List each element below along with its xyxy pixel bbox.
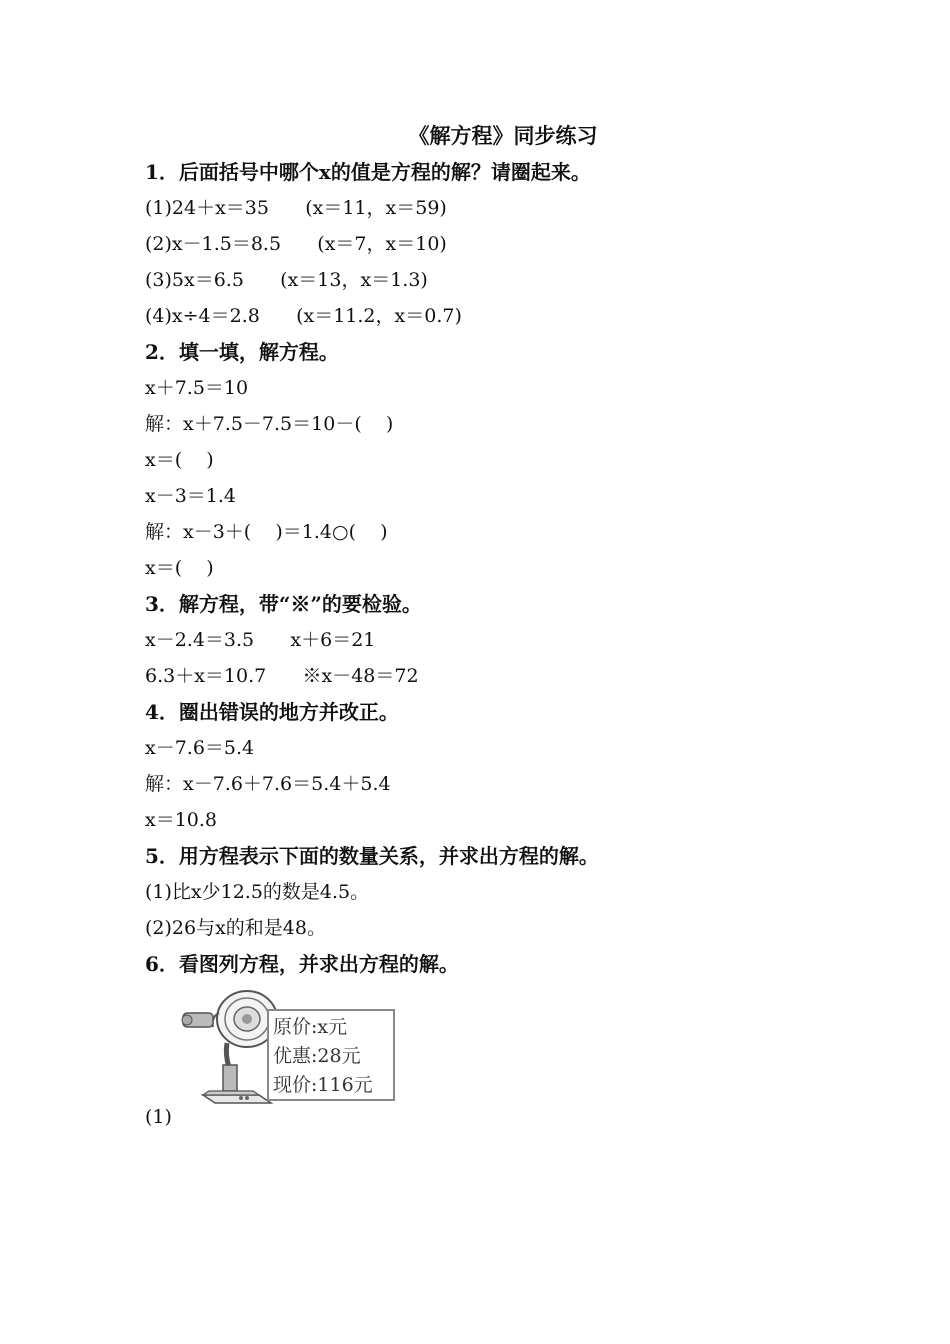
- fan-figure: [145, 985, 405, 1135]
- q1-item-4: (4)x÷4＝2.8 (x＝11.2，x＝0.7): [145, 305, 462, 327]
- q5-item-1: (1)比x少12.5的数是4.5。: [145, 881, 370, 903]
- q5-item-2: (2)26与x的和是48。: [145, 917, 326, 939]
- question-4-heading: 4．圈出错误的地方并改正。: [145, 700, 399, 724]
- question-3-heading: 3．解方程，带“※”的要检验。: [145, 592, 422, 616]
- question-1-heading: 1．后面括号中哪个x的值是方程的解？请圈起来。: [145, 160, 591, 184]
- question-6-heading: 6．看图列方程，并求出方程的解。: [145, 952, 459, 976]
- q1-item-3: (3)5x＝6.5 (x＝13，x＝1.3): [145, 269, 428, 291]
- q4-step: 解：x－7.6＋7.6＝5.4＋5.4: [145, 773, 391, 795]
- q2-answer-1: x＝( ): [145, 449, 214, 471]
- figure-label: (1): [145, 1106, 172, 1128]
- q2-answer-2: x＝( ): [145, 557, 214, 579]
- q4-equation: x－7.6＝5.4: [145, 737, 255, 759]
- original-price-label: 原价:x元: [273, 1016, 348, 1038]
- q3-row-2: 6.3＋x＝10.7 ※x－48＝72: [145, 665, 419, 687]
- q1-item-2: (2)x－1.5＝8.5 (x＝7，x＝10): [145, 233, 447, 255]
- question-2-heading: 2．填一填，解方程。: [145, 340, 339, 364]
- q2-step-2: 解：x－3＋( )＝1.4○( ): [145, 521, 388, 543]
- current-price-label: 现价:116元: [273, 1074, 373, 1096]
- q4-answer: x＝10.8: [145, 809, 218, 831]
- q3-row-1: x－2.4＝3.5 x＋6＝21: [145, 629, 376, 651]
- question-5-heading: 5．用方程表示下面的数量关系，并求出方程的解。: [145, 844, 599, 868]
- q1-item-1: (1)24＋x＝35 (x＝11，x＝59): [145, 197, 447, 219]
- price-info-box: [267, 1009, 395, 1101]
- q2-equation-2: x－3＝1.4: [145, 485, 237, 507]
- discount-label: 优惠:28元: [273, 1045, 361, 1067]
- q2-equation-1: x＋7.5＝10: [145, 377, 249, 399]
- q2-step-1: 解：x＋7.5－7.5＝10－( ): [145, 413, 394, 435]
- page-title: 《解方程》同步练习: [408, 123, 598, 148]
